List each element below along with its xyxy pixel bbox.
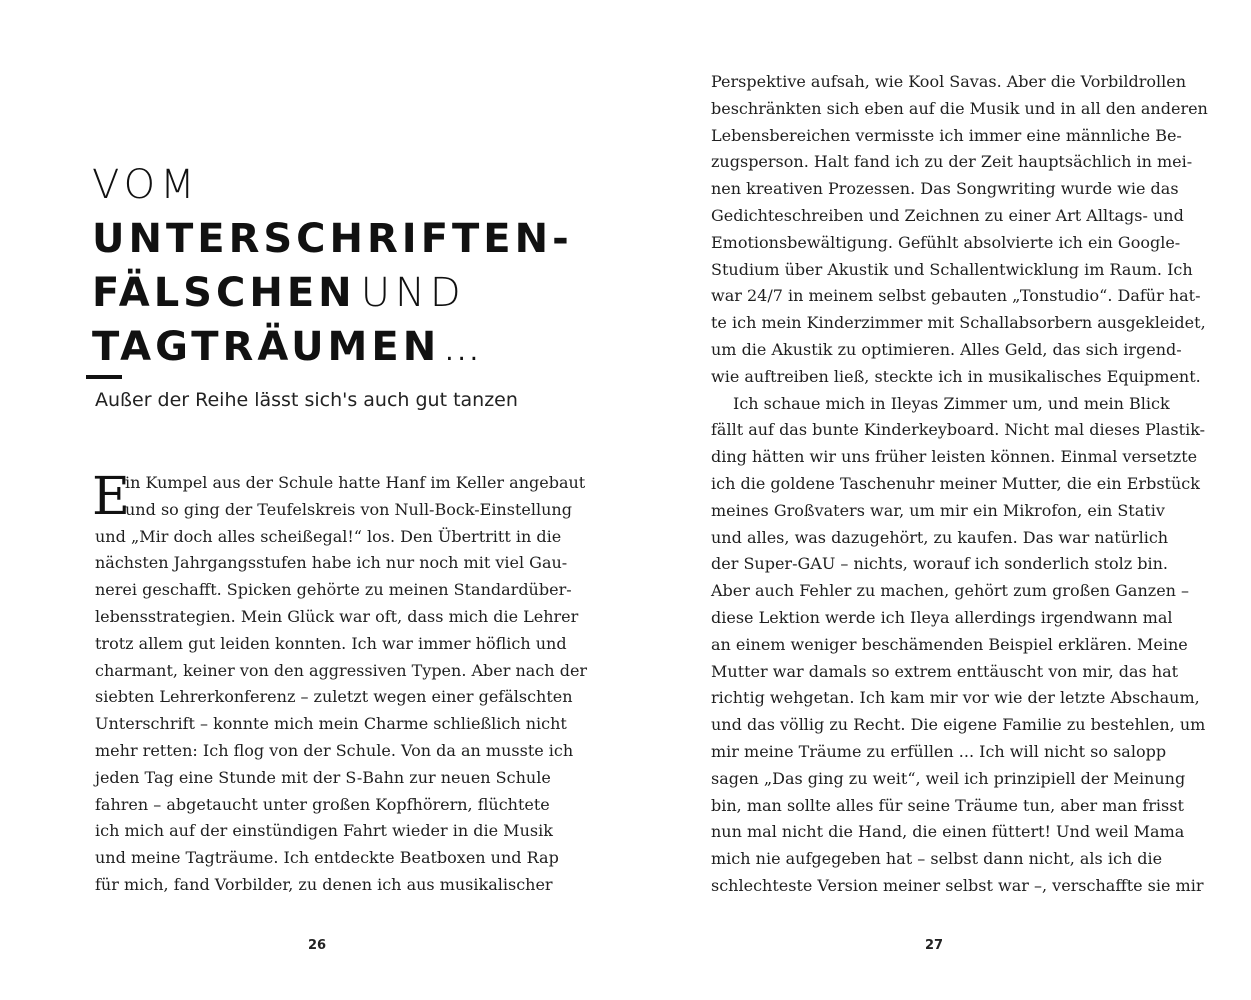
text-line: Studium über Akustik und Schallentwicklung im Raum. Ich (711, 259, 1193, 279)
text-line: trotz allem gut leiden konnten. Ich war immer höflich und (95, 633, 567, 653)
text-line: nen kreativen Prozessen. Das Songwriting wurde wie das (711, 179, 1179, 199)
text-line: Mutter war damals so extrem enttäuscht von mir, das hat (711, 661, 1179, 681)
text-line: Lebensbereichen vermisste ich immer eine männliche Be- (711, 125, 1182, 145)
drop-cap: E (92, 467, 130, 527)
title-word-tagtraeumen: TAGTRÄUMEN (92, 324, 441, 370)
left-body-text (95, 470, 588, 899)
text-line: nächsten Jahrgangsstufen habe ich nur noch mit viel Gau- (95, 553, 568, 573)
text-line: wie auftreiben ließ, steckte ich in musikalisches Equipment. (711, 366, 1201, 386)
title-line-4 (92, 320, 592, 374)
text-line: Gedichteschreiben und Zeichnen zu einer Art Alltags- und (711, 205, 1184, 225)
text-line: war 24/7 in meinem selbst gebauten „Tonstudio“. Dafür hat- (711, 286, 1201, 306)
text-line: siebten Lehrerkonferenz – zuletzt wegen einer gefälschten (95, 687, 573, 707)
text-line: beschränkten sich eben auf die Musik und in all den anderen (711, 98, 1208, 118)
text-line: fahren – abgetaucht unter großen Kopfhörern, flüchtete (95, 794, 550, 814)
text-line: Unterschrift – konnte mich mein Charme schließlich nicht (95, 714, 567, 734)
text-line: der Super-GAU – nichts, worauf ich sonderlich stolz bin. (711, 554, 1169, 574)
text-line: in Kumpel aus der Schule hatte Hanf im Keller angebaut (125, 473, 586, 492)
text-line: um die Akustik zu optimieren. Alles Geld, das sich irgend- (711, 339, 1182, 359)
text-line: fällt auf das bunte Kinderkeyboard. Nicht mal dieses Plastik- (711, 420, 1206, 440)
title-word-und: UND (360, 270, 466, 316)
title-line-3 (92, 266, 592, 320)
text-line: mir meine Träume zu erfüllen ... Ich will nicht so salopp (711, 741, 1167, 761)
text-line: sagen „Das ging zu weit“, weil ich prinzipiell der Meinung (711, 768, 1186, 788)
text-line: mich nie aufgegeben hat – selbst dann nicht, als ich die (711, 849, 1163, 869)
title-line-2 (92, 212, 592, 266)
text-line: jeden Tag eine Stunde mit der S-Bahn zur neuen Schule (95, 767, 551, 787)
title-word-unterschriften: UNTERSCHRIFTEN- (92, 216, 573, 262)
title-line-1 (92, 158, 592, 212)
text-line: charmant, keiner von den aggressiven Typen. Aber nach der (95, 660, 588, 680)
text-line: zugsperson. Halt fand ich zu der Zeit hauptsächlich in mei- (711, 152, 1193, 172)
text-line: schlechteste Version meiner selbst war –, verschaffte sie mir (711, 875, 1204, 895)
text-line: ich die goldene Taschenuhr meiner Mutter, die ein Erbstück (711, 473, 1200, 493)
left-page (0, 0, 625, 1000)
title-ellipsis: ... (445, 337, 483, 367)
text-line: nerei geschafft. Spicken gehörte zu meinen Standardüber- (95, 580, 572, 600)
text-line: ich mich auf der einstündigen Fahrt wieder in die Musik (95, 821, 553, 841)
title-word-faelschen: FÄLSCHEN (92, 270, 356, 316)
text-line: richtig wehgetan. Ich kam mir vor wie der letzte Abschaum, (711, 688, 1200, 708)
text-line: meines Großvaters war, um mir ein Mikrofon, ein Stativ (711, 500, 1165, 520)
text-line: und das völlig zu Recht. Die eigene Familie zu bestehlen, um (711, 715, 1206, 735)
chapter-subtitle: Außer der Reihe lässt sich's auch gut tanzen (95, 389, 518, 411)
page-number-right: 27 (925, 938, 944, 953)
text-line: und „Mir doch alles scheißegal!“ los. Den Übertritt in die (95, 526, 562, 546)
page-number-left: 26 (308, 938, 327, 953)
text-line: Ich schaue mich in Ileyas Zimmer um, und mein Blick (733, 393, 1170, 413)
text-line: an einem weniger beschämenden Beispiel erklären. Meine (711, 634, 1188, 654)
text-line: und so ging der Teufelskreis von Null-Bock-Einstellung (125, 499, 572, 519)
right-page (625, 0, 1251, 1000)
chapter-title (92, 158, 592, 374)
text-line: Perspektive aufsah, wie Kool Savas. Aber die Vorbildrollen (711, 72, 1187, 91)
text-line: für mich, fand Vorbilder, zu denen ich aus musikalischer (95, 874, 553, 894)
text-line: lebensstrategien. Mein Glück war oft, dass mich die Lehrer (95, 606, 579, 626)
text-line: mehr retten: Ich flog von der Schule. Von da an musste ich (95, 740, 574, 760)
text-line: Aber auch Fehler zu machen, gehört zum großen Ganzen – (711, 581, 1190, 601)
title-word-vom: VOM (92, 162, 200, 208)
text-line: und alles, was dazugehört, zu kaufen. Das war natürlich (711, 527, 1169, 547)
right-body-text (711, 69, 1208, 900)
text-line: und meine Tagträume. Ich entdeckte Beatboxen und Rap (95, 848, 559, 868)
text-line: nun mal nicht die Hand, die einen füttert! Und weil Mama (711, 822, 1185, 842)
text-line: ding hätten wir uns früher leisten können. Einmal versetzte (711, 447, 1198, 467)
text-line: Emotionsbewältigung. Gefühlt absolvierte ich ein Google- (711, 232, 1181, 252)
text-line: diese Lektion werde ich Ileya allerdings irgendwann mal (711, 607, 1173, 627)
text-line: te ich mein Kinderzimmer mit Schallabsorbern ausgekleidet, (711, 313, 1206, 333)
title-rule (86, 375, 122, 379)
text-line: bin, man sollte alles für seine Träume tun, aber man frisst (711, 795, 1184, 815)
